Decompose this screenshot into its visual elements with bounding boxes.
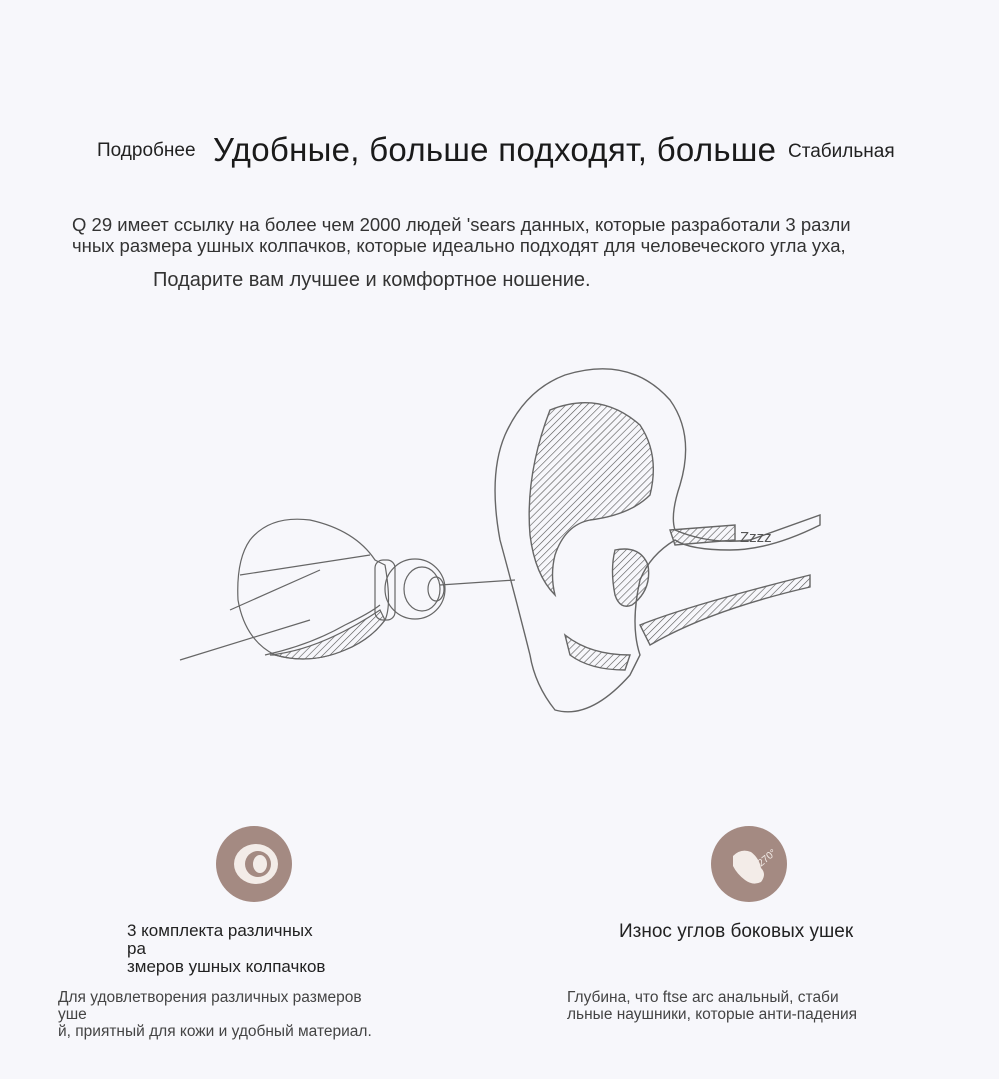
feature-1-desc-line-3: й, приятный для кожи и удобный материал. [58, 1023, 372, 1040]
illustration-label: Zzzz [740, 529, 772, 546]
ear-angle-icon [711, 826, 787, 902]
feature-1-title-line-2: ра [127, 939, 146, 958]
intro-subline: Подарите вам лучшее и комфортное ношение. [153, 269, 591, 291]
feature-1-description [58, 989, 428, 1040]
feature-1-title [127, 922, 357, 976]
angle-label: 270° [755, 847, 779, 870]
feature-2-desc-line-1: Глубина, что ftse arc анальный, стаби [567, 989, 839, 1006]
feature-1-title-line-3: змеров ушных колпачков [127, 957, 326, 976]
feature-2-title: Износ углов боковых ушек [619, 921, 854, 942]
ear-tip-glyph [216, 826, 292, 902]
earbud-drawing [180, 519, 515, 660]
page-title: Удобные, больше подходят, больше [213, 131, 777, 168]
feature-2-desc-line-2: льные наушники, которые анти-падения [567, 1006, 858, 1023]
feature-2-description [567, 989, 937, 1023]
feature-1-desc-line-1: Для удовлетворения различных размеров [58, 989, 362, 1006]
header-right-label: Стабильная [788, 141, 895, 162]
intro-paragraph [72, 214, 952, 256]
ear-angle-glyph [711, 826, 787, 902]
intro-line-2: чных размера ушных колпачков, которые идеально подходят для человеческого угла уха, [72, 235, 846, 256]
ear-tip-icon [216, 826, 292, 902]
intro-line-1: Q 29 имеет ссылку на более чем 2000 людей 'sears данных, которые разработали 3 разли [72, 214, 851, 235]
feature-1-title-line-1: 3 комплекта различных [127, 921, 313, 940]
header-left-label: Подробнее [97, 140, 196, 161]
earbud-ear-illustration [170, 355, 830, 725]
feature-1-desc-line-2: уше [58, 1006, 87, 1023]
